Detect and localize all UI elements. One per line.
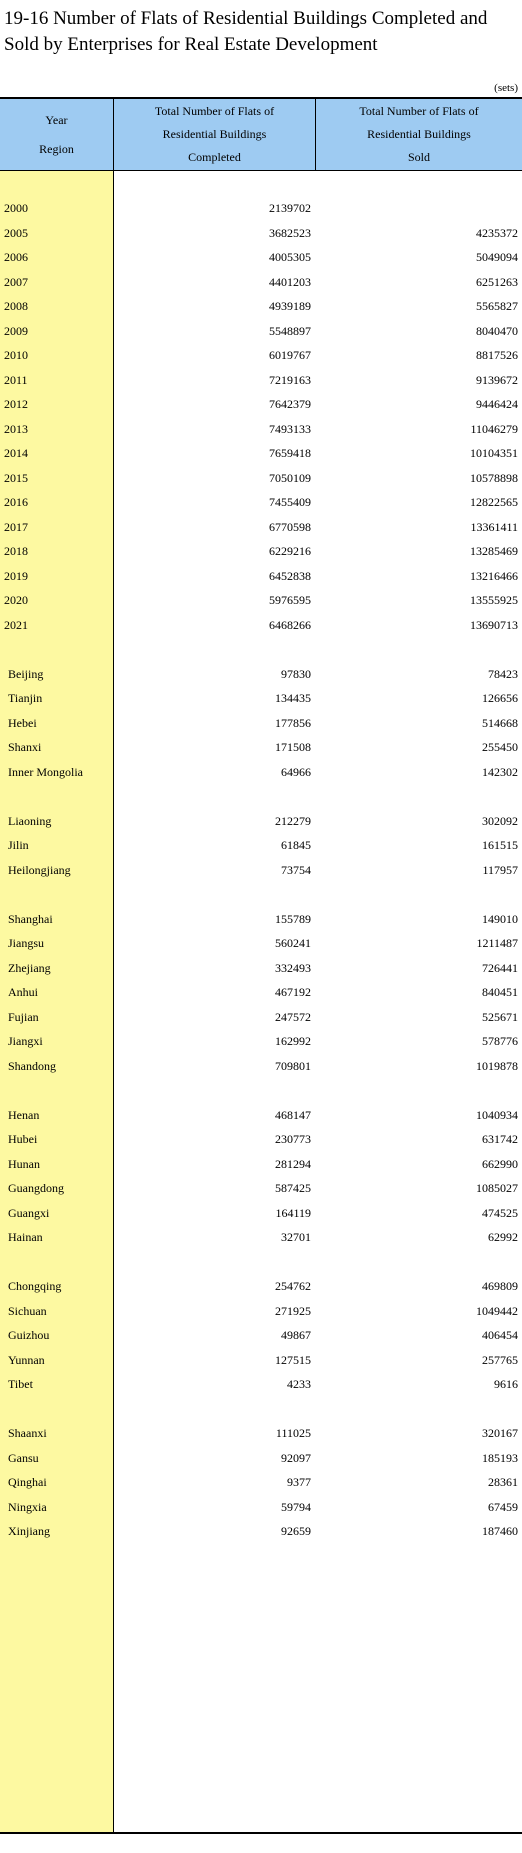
completed-value: 7659418 [269, 446, 311, 460]
region-label: Hainan [8, 1230, 43, 1244]
sold-value: 1019878 [476, 1059, 518, 1073]
completed-value: 162992 [275, 1034, 311, 1048]
sold-value: 10104351 [470, 446, 518, 460]
completed-value: 6019767 [269, 348, 311, 362]
region-label: Hunan [8, 1157, 40, 1171]
sold-value: 78423 [488, 667, 518, 681]
completed-value: 7050109 [269, 471, 311, 485]
completed-value: 155789 [275, 912, 311, 926]
completed-value: 5976595 [269, 593, 311, 607]
completed-value: 92097 [281, 1451, 311, 1465]
completed-value: 92659 [281, 1524, 311, 1538]
completed-value: 49867 [281, 1328, 311, 1342]
year-label: 2020 [4, 593, 28, 607]
year-label: 2017 [4, 520, 28, 534]
completed-value: 4401203 [269, 275, 311, 289]
sold-value: 28361 [488, 1475, 518, 1489]
region-label: Qinghai [8, 1475, 47, 1489]
region-label: Yunnan [8, 1353, 45, 1367]
region-label: Shanxi [8, 740, 42, 754]
year-label: 2013 [4, 422, 28, 436]
year-label: 2006 [4, 250, 28, 264]
sold-value: 1085027 [476, 1181, 518, 1195]
sold-value: 1211487 [476, 936, 518, 950]
completed-value: 2139702 [269, 201, 311, 215]
table-row [0, 1518, 522, 1547]
sold-value: 13690713 [470, 618, 518, 632]
completed-value: 230773 [275, 1132, 311, 1146]
sold-value: 1040934 [476, 1108, 518, 1122]
completed-value: 73754 [281, 863, 311, 877]
year-label: 2012 [4, 397, 28, 411]
year-label: 2005 [4, 226, 28, 240]
header-region: Region [39, 141, 74, 156]
completed-value: 61845 [281, 838, 311, 852]
sold-value: 9616 [494, 1377, 518, 1391]
sold-value: 6251263 [476, 275, 518, 289]
year-label: 2009 [4, 324, 28, 338]
sold-value: 142302 [482, 765, 518, 779]
region-label: Inner Mongolia [8, 765, 83, 779]
region-label: Guizhou [8, 1328, 50, 1342]
sold-value: 474525 [482, 1206, 518, 1220]
sold-value: 13216466 [470, 569, 518, 583]
sold-value: 9139672 [476, 373, 518, 387]
sold-value: 726441 [482, 961, 518, 975]
region-label: Tibet [8, 1377, 33, 1391]
region-label: Jiangsu [8, 936, 44, 950]
region-label: Shanghai [8, 912, 53, 926]
region-label: Zhejiang [8, 961, 51, 975]
region-label: Shaanxi [8, 1426, 47, 1440]
sold-value: 5565827 [476, 299, 518, 313]
completed-value: 64966 [281, 765, 311, 779]
completed-value: 9377 [287, 1475, 311, 1489]
completed-value: 247572 [275, 1010, 311, 1024]
completed-value: 254762 [275, 1279, 311, 1293]
table-body [0, 171, 522, 1834]
completed-value: 587425 [275, 1181, 311, 1195]
year-label: 2000 [4, 201, 28, 215]
sold-value: 117957 [482, 863, 518, 877]
sold-value: 469809 [482, 1279, 518, 1293]
completed-value: 164119 [275, 1206, 311, 1220]
table-row [0, 759, 522, 788]
completed-value: 171508 [275, 740, 311, 754]
completed-value: 3682523 [269, 226, 311, 240]
table-row [0, 1224, 522, 1253]
sold-value: 13361411 [470, 520, 518, 534]
completed-value: 7219163 [269, 373, 311, 387]
sold-value: 662990 [482, 1157, 518, 1171]
completed-value: 332493 [275, 961, 311, 975]
year-label: 2021 [4, 618, 28, 632]
region-label: Guangxi [8, 1206, 50, 1220]
sold-value: 578776 [482, 1034, 518, 1048]
completed-value: 281294 [275, 1157, 311, 1171]
region-label: Hubei [8, 1132, 38, 1146]
completed-value: 212279 [275, 814, 311, 828]
completed-value: 4939189 [269, 299, 311, 313]
sold-value: 302092 [482, 814, 518, 828]
sold-value: 525671 [482, 1010, 518, 1024]
completed-value: 7642379 [269, 397, 311, 411]
year-label: 2016 [4, 495, 28, 509]
sold-value: 13555925 [470, 593, 518, 607]
completed-value: 7455409 [269, 495, 311, 509]
region-label: Tianjin [8, 691, 43, 705]
region-label: Fujian [8, 1010, 39, 1024]
sold-value: 126656 [482, 691, 518, 705]
sold-value: 406454 [482, 1328, 518, 1342]
sold-value: 12822565 [470, 495, 518, 509]
year-label: 2015 [4, 471, 28, 485]
sold-value: 149010 [482, 912, 518, 926]
sold-value: 320167 [482, 1426, 518, 1440]
sold-value: 631742 [482, 1132, 518, 1146]
page-title: 19-16 Number of Flats of Residential Buildings Completed and Sold by Enterprises for Real Estate Development [4, 8, 488, 55]
region-label: Guangdong [8, 1181, 64, 1195]
completed-value: 5548897 [269, 324, 311, 338]
sold-value: 8817526 [476, 348, 518, 362]
completed-value: 4233 [287, 1377, 311, 1391]
region-label: Heilongjiang [8, 863, 71, 877]
sold-value: 13285469 [470, 544, 518, 558]
sold-value: 11046279 [470, 422, 518, 436]
completed-value: 32701 [281, 1230, 311, 1244]
completed-value: 59794 [281, 1500, 311, 1514]
completed-value: 6229216 [269, 544, 311, 558]
header-year: Year [45, 112, 68, 127]
sold-value: 67459 [488, 1500, 518, 1514]
region-label: Anhui [8, 985, 38, 999]
completed-value: 177856 [275, 716, 311, 730]
sold-value: 9446424 [476, 397, 518, 411]
region-label: Beijing [8, 667, 44, 681]
region-label: Hebei [8, 716, 37, 730]
table-header [0, 97, 522, 171]
data-table [0, 97, 522, 1834]
year-label: 2010 [4, 348, 28, 362]
region-label: Sichuan [8, 1304, 47, 1318]
unit-label: (sets) [494, 82, 518, 94]
completed-value: 7493133 [269, 422, 311, 436]
completed-value: 134435 [275, 691, 311, 705]
completed-value: 127515 [275, 1353, 311, 1367]
year-label: 2014 [4, 446, 28, 460]
year-label: 2018 [4, 544, 28, 558]
table-row [0, 857, 522, 886]
completed-value: 468147 [275, 1108, 311, 1122]
completed-value: 111025 [275, 1426, 311, 1440]
region-label: Xinjiang [8, 1524, 50, 1538]
completed-value: 467192 [275, 985, 311, 999]
region-label: Liaoning [8, 814, 52, 828]
year-label: 2019 [4, 569, 28, 583]
region-label: Henan [8, 1108, 40, 1122]
completed-value: 560241 [275, 936, 311, 950]
region-label: Jiangxi [8, 1034, 43, 1048]
completed-value: 271925 [275, 1304, 311, 1318]
header-completed: Total Number of Flats of Residential Buildings Completed [114, 99, 316, 170]
completed-value: 6770598 [269, 520, 311, 534]
completed-value: 97830 [281, 667, 311, 681]
sold-value: 10578898 [470, 471, 518, 485]
sold-value: 161515 [482, 838, 518, 852]
table-row [0, 612, 522, 641]
completed-value: 709801 [275, 1059, 311, 1073]
year-label: 2007 [4, 275, 28, 289]
sold-value: 5049094 [476, 250, 518, 264]
sold-value: 185193 [482, 1451, 518, 1465]
sold-value: 62992 [488, 1230, 518, 1244]
year-label: 2008 [4, 299, 28, 313]
sold-value: 255450 [482, 740, 518, 754]
region-label: Chongqing [8, 1279, 62, 1293]
table-row [0, 1371, 522, 1400]
sold-value: 840451 [482, 985, 518, 999]
region-label: Ningxia [8, 1500, 47, 1514]
header-sold: Total Number of Flats of Residential Buildings Sold [359, 104, 479, 164]
sold-value: 187460 [482, 1524, 518, 1538]
table-row [0, 1053, 522, 1082]
sold-value: 514668 [482, 716, 518, 730]
completed-value: 6452838 [269, 569, 311, 583]
header-year-region [0, 99, 114, 170]
region-label: Gansu [8, 1451, 39, 1465]
region-label: Jilin [8, 838, 29, 852]
completed-value: 4005305 [269, 250, 311, 264]
sold-value: 1049442 [476, 1304, 518, 1318]
sold-value: 8040470 [476, 324, 518, 338]
year-label: 2011 [4, 373, 28, 387]
sold-value: 4235372 [476, 226, 518, 240]
sold-value: 257765 [482, 1353, 518, 1367]
completed-value: 6468266 [269, 618, 311, 632]
region-label: Shandong [8, 1059, 56, 1073]
